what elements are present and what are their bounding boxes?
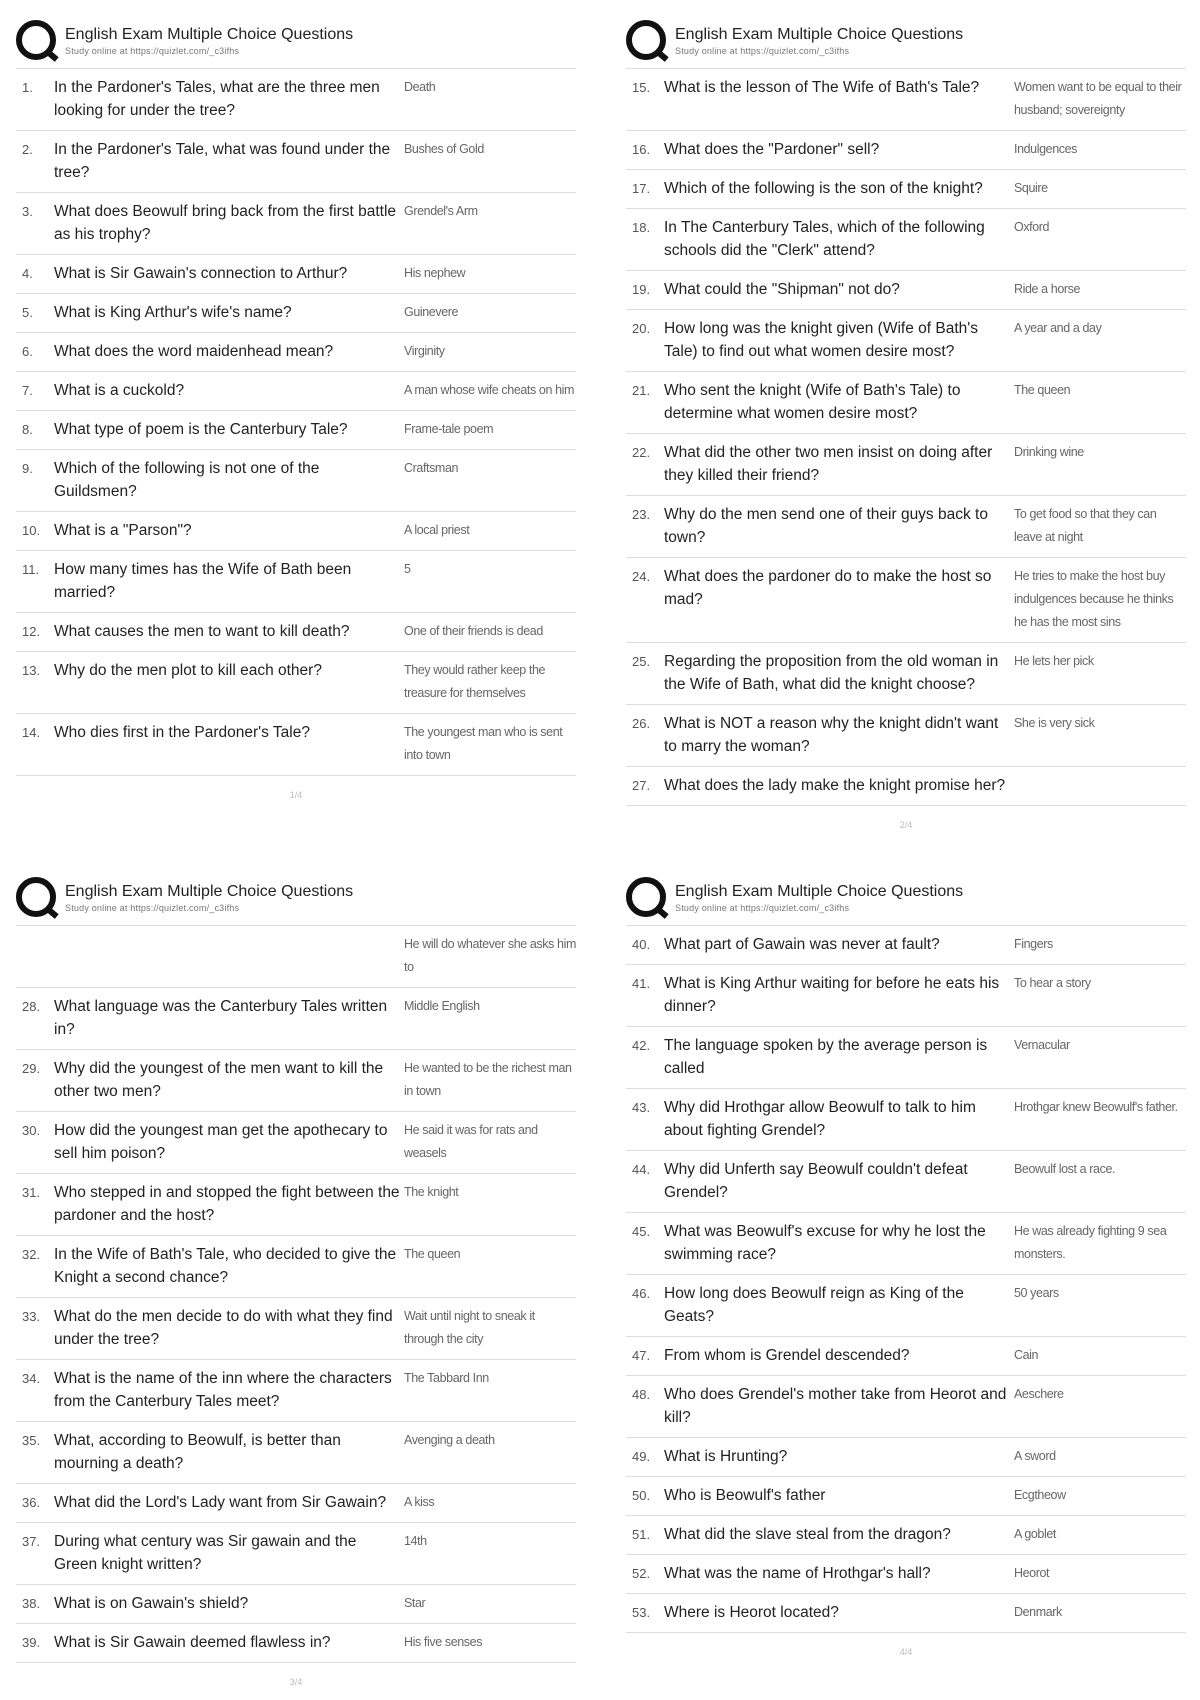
answer-text: To get food so that they can leave at night [1014,507,1157,544]
question-number: 12. [22,624,41,639]
question-row [626,926,1186,965]
page-header [626,20,1186,68]
question-number: 5. [22,305,33,320]
question-text: Why did Hrothgar allow Beowulf to talk to him about fighting Grendel? [664,1099,976,1139]
question-number: 19. [632,282,651,297]
question-number: 14. [22,725,41,740]
question-number: 31. [22,1185,41,1200]
question-number: 36. [22,1495,41,1510]
quizlet-logo-icon [16,877,56,917]
answer-text: Indulgences [1014,142,1078,156]
answer-text: Vernacular [1014,1038,1070,1052]
question-row [626,131,1186,170]
answer-text: A man whose wife cheats on him [404,383,575,397]
question-row [16,551,576,613]
answer-text: He tries to make the host buy indulgences because he thinks he has the most sins [1014,569,1174,629]
answer-text: Fingers [1014,937,1053,951]
question-text: What part of Gawain was never at fault? [664,936,940,953]
question-row [16,1050,576,1112]
question-text: Who does Grendel's mother take from Heorot and kill? [664,1386,1007,1426]
answer-text: 5 [404,562,411,576]
question-number: 4. [22,266,33,281]
question-text: In the Wife of Bath's Tale, who decided to give the Knight a second chance? [54,1246,397,1286]
answer-text: Denmark [1014,1605,1062,1619]
question-list [16,68,576,776]
question-number: 8. [22,422,33,437]
question-number: 38. [22,1596,41,1611]
question-text: What does Beowulf bring back from the first battle as his trophy? [54,203,397,243]
question-row [16,512,576,551]
question-number: 6. [22,344,33,359]
question-number: 47. [632,1348,651,1363]
answer-text: Cain [1014,1348,1039,1362]
question-row [626,69,1186,131]
question-row [16,372,576,411]
question-number: 53. [632,1605,651,1620]
question-row [16,294,576,333]
question-row [626,1027,1186,1089]
question-number: 28. [22,999,41,1014]
answer-text: Middle English [404,999,480,1013]
document-title: English Exam Multiple Choice Questions [675,883,964,900]
question-row [626,271,1186,310]
page-4 [626,877,1186,1692]
question-number: 21. [632,383,651,398]
question-number: 22. [632,445,651,460]
question-row [16,652,576,714]
question-row [626,170,1186,209]
answer-text: The Tabbard Inn [404,1371,489,1385]
question-number: 11. [22,562,40,577]
question-row [626,643,1186,705]
question-row [626,209,1186,271]
question-text: What is King Arthur's wife's name? [54,304,292,321]
question-text: Which of the following is the son of the knight? [664,180,983,197]
question-row [16,333,576,372]
answer-text: Oxford [1014,220,1050,234]
question-number: 48. [632,1387,651,1402]
question-row [16,1112,576,1174]
question-text [54,933,404,979]
answer-text: Beowulf lost a race. [1014,1162,1116,1176]
question-row [16,988,576,1050]
question-text: What is Sir Gawain's connection to Arthur? [54,265,348,282]
answer-text: Women want to be equal to their husband; sovereignty [1014,80,1182,117]
study-online-link[interactable]: Study online at https://quizlet.com/_c3ifhs [65,903,240,913]
answer-text: 50 years [1014,1286,1059,1300]
question-row [16,255,576,294]
answer-text: His nephew [404,266,466,280]
study-online-link[interactable]: Study online at https://quizlet.com/_c3ifhs [65,46,240,56]
question-number: 16. [632,142,651,157]
answer-text: Drinking wine [1014,445,1084,459]
question-text: What causes the men to want to kill death? [54,623,350,640]
answer-text: 14th [404,1534,427,1548]
question-row [16,1236,576,1298]
question-row [626,1516,1186,1555]
question-text: From whom is Grendel descended? [664,1347,910,1364]
question-row [626,1151,1186,1213]
page-number: 2/4 [899,820,913,830]
question-row [626,1594,1186,1633]
answer-text: Avenging a death [404,1433,495,1447]
header-text [65,877,353,914]
page-header [626,877,1186,925]
document-title: English Exam Multiple Choice Questions [65,26,354,43]
question-row [16,450,576,512]
question-row [626,1089,1186,1151]
question-text: What was the name of Hrothgar's hall? [664,1565,931,1582]
question-row [626,1213,1186,1275]
answer-text: The queen [1014,383,1071,397]
answer-text: To hear a story [1014,976,1091,990]
question-text: The language spoken by the average person is called [664,1037,988,1077]
page-number: 3/4 [289,1677,303,1687]
answer-text: Star [404,1596,426,1610]
answer-text: Craftsman [404,461,459,475]
question-number: 44. [632,1162,651,1177]
question-number: 35. [22,1433,41,1448]
question-number: 49. [632,1449,651,1464]
question-number: 3. [22,204,33,219]
answer-text: A goblet [1014,1527,1056,1541]
answer-text: They would rather keep the treasure for themselves [404,663,546,700]
question-text: What does the lady make the knight promise her? [664,777,1006,794]
question-text: What, according to Beowulf, is better than mourning a death? [54,1432,341,1472]
answer-text: Wait until night to sneak it through the city [404,1309,535,1346]
question-text: How long was the knight given (Wife of Bath's Tale) to find out what women desire most? [664,320,978,360]
question-row [626,1337,1186,1376]
question-row [16,193,576,255]
answer-text: He was already fighting 9 sea monsters. [1014,1224,1167,1261]
question-number: 51. [632,1527,651,1542]
answer-text: He will do whatever she asks him to [404,937,576,974]
question-list [626,68,1186,806]
question-text: What does the "Pardoner" sell? [664,141,880,158]
question-number: 24. [632,569,651,584]
question-text: What is Hrunting? [664,1448,788,1465]
page-header [16,20,576,68]
question-row [626,372,1186,434]
answer-text: A year and a day [1014,321,1102,335]
study-online-link[interactable]: Study online at https://quizlet.com/_c3ifhs [675,46,850,56]
quizlet-logo-icon [16,20,56,60]
question-row [16,69,576,131]
header-text [675,20,963,57]
question-list [626,925,1186,1633]
question-text: Why did the youngest of the men want to kill the other two men? [54,1060,384,1100]
answer-text: The knight [404,1185,459,1199]
question-number: 7. [22,383,33,398]
question-row [626,1275,1186,1337]
question-row [626,310,1186,372]
page-1 [16,20,576,840]
answer-text: He lets her pick [1014,654,1094,668]
answer-text: Grendel's Arm [404,204,478,218]
question-text: What is the lesson of The Wife of Bath's Tale? [664,79,980,96]
question-number: 29. [22,1061,41,1076]
question-text: Why do the men plot to kill each other? [54,662,322,679]
question-text: Which of the following is not one of the Guildsmen? [54,460,320,500]
question-number: 20. [632,321,651,336]
question-number: 42. [632,1038,651,1053]
quizlet-logo-icon [626,877,666,917]
question-text: How many times has the Wife of Bath been married? [54,561,352,601]
question-row [16,613,576,652]
question-text: What does the pardoner do to make the host so mad? [664,568,992,608]
document-title: English Exam Multiple Choice Questions [65,883,354,900]
question-text: What type of poem is the Canterbury Tale? [54,421,348,438]
question-number: 39. [22,1635,41,1650]
study-online-link[interactable]: Study online at https://quizlet.com/_c3ifhs [675,903,850,913]
answer-text: Squire [1014,181,1048,195]
question-text: What is a "Parson"? [54,522,192,539]
question-number: 52. [632,1566,651,1581]
question-number: 15. [632,80,651,95]
question-text: What was Beowulf's excuse for why he lost the swimming race? [664,1223,986,1263]
answer-text: Death [404,80,436,94]
answer-text: He wanted to be the richest man in town [404,1061,572,1098]
question-text: What does the word maidenhead mean? [54,343,334,360]
answer-text: A sword [1014,1449,1056,1463]
question-list [16,925,576,1663]
question-number: 43. [632,1100,651,1115]
question-number: 1. [22,80,33,95]
answer-text [1014,774,1186,797]
question-number: 40. [632,937,651,952]
question-text: What is the name of the inn where the characters from the Canterbury Tales meet? [54,1370,392,1410]
question-number: 9. [22,461,33,476]
question-text: What language was the Canterbury Tales written in? [54,998,388,1038]
question-text: Why do the men send one of their guys back to town? [664,506,988,546]
question-row [16,1523,576,1585]
answer-text: His five senses [404,1635,483,1649]
answer-text: He said it was for rats and weasels [404,1123,538,1160]
question-number: 17. [632,181,651,196]
question-text: Where is Heorot located? [664,1604,839,1621]
answer-text: The queen [404,1247,461,1261]
question-text: Who sent the knight (Wife of Bath's Tale) to determine what women desire most? [664,382,961,422]
answer-text: Bushes of Gold [404,142,484,156]
question-number: 41. [632,976,651,991]
answer-text: Hrothgar knew Beowulf's father. [1014,1100,1178,1114]
question-row [16,926,576,988]
question-row [626,1477,1186,1516]
question-row [16,1298,576,1360]
question-number: 32. [22,1247,41,1262]
question-row [16,1174,576,1236]
question-text: Who dies first in the Pardoner's Tale? [54,724,310,741]
question-text: Who stepped in and stopped the fight between the pardoner and the host? [54,1184,400,1224]
question-number: 10. [22,523,41,538]
question-text: Why did Unferth say Beowulf couldn't defeat Grendel? [664,1161,968,1201]
answer-text: Virginity [404,344,445,358]
question-text: What is a cuckold? [54,382,185,399]
question-text: What could the "Shipman" not do? [664,281,900,298]
question-number: 33. [22,1309,41,1324]
question-text: What is King Arthur waiting for before he eats his dinner? [664,975,1000,1015]
answer-text: Ride a horse [1014,282,1081,296]
question-row [16,1585,576,1624]
question-row [626,965,1186,1027]
question-number [16,933,54,979]
quizlet-logo-icon [626,20,666,60]
question-text: What do the men decide to do with what they find under the tree? [54,1308,393,1348]
question-row [626,705,1186,767]
question-text: What did the other two men insist on doing after they killed their friend? [664,444,993,484]
question-number: 27. [632,778,651,793]
question-row [626,558,1186,643]
question-row [16,411,576,450]
question-number: 45. [632,1224,651,1239]
page-3 [16,877,576,1692]
question-text: In The Canterbury Tales, which of the following schools did the "Clerk" attend? [664,219,985,259]
answer-text: Frame-tale poem [404,422,494,436]
question-text: What is on Gawain's shield? [54,1595,249,1612]
question-row [626,434,1186,496]
question-row [16,1624,576,1663]
question-number: 30. [22,1123,41,1138]
question-number: 46. [632,1286,651,1301]
question-number: 13. [22,663,41,678]
question-number: 34. [22,1371,41,1386]
answer-text: Heorot [1014,1566,1050,1580]
answer-text: One of their friends is dead [404,624,543,638]
question-number: 2. [22,142,33,157]
question-number: 37. [22,1534,41,1549]
page-number: 1/4 [289,790,303,800]
header-text [675,877,963,914]
question-number: 23. [632,507,651,522]
question-text: What did the Lord's Lady want from Sir Gawain? [54,1494,387,1511]
question-number: 25. [632,654,651,669]
question-text: In the Pardoner's Tales, what are the three men looking for under the tree? [54,79,380,119]
question-text: What did the slave steal from the dragon? [664,1526,951,1543]
header-text [65,20,353,57]
answer-text: Guinevere [404,305,459,319]
question-row [16,714,576,776]
answer-text: A kiss [404,1495,435,1509]
question-row [626,496,1186,558]
question-text: How long does Beowulf reign as King of the Geats? [664,1285,964,1325]
question-text: Regarding the proposition from the old woman in the Wife of Bath, what did the knight choose? [664,653,999,693]
question-text: Who is Beowulf's father [664,1487,826,1504]
answer-text: Ecgtheow [1014,1488,1066,1502]
question-row [626,1438,1186,1477]
answer-text: Aeschere [1014,1387,1064,1401]
question-row [16,131,576,193]
answer-text: A local priest [404,523,470,537]
question-number: 26. [632,716,651,731]
question-row [626,767,1186,806]
question-number: 50. [632,1488,651,1503]
question-text: How did the youngest man get the apothecary to sell him poison? [54,1122,388,1162]
page-header [16,877,576,925]
question-row [626,1376,1186,1438]
document-title: English Exam Multiple Choice Questions [675,26,964,43]
answer-text: The youngest man who is sent into town [404,725,563,762]
question-row [16,1484,576,1523]
question-text: What is Sir Gawain deemed flawless in? [54,1634,331,1651]
page-2 [626,20,1186,840]
question-row [16,1360,576,1422]
question-text: In the Pardoner's Tale, what was found under the tree? [54,141,391,181]
page-number: 4/4 [899,1647,913,1657]
question-text: What is NOT a reason why the knight didn't want to marry the woman? [664,715,999,755]
question-row [16,1422,576,1484]
question-row [626,1555,1186,1594]
question-text: During what century was Sir gawain and the Green knight written? [54,1533,357,1573]
answer-text: She is very sick [1014,716,1095,730]
question-number: 18. [632,220,651,235]
